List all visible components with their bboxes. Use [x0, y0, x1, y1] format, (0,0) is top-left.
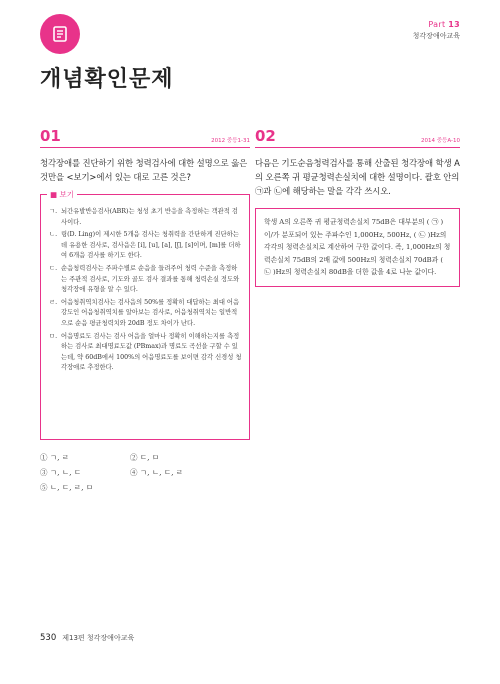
bogi-item-mark: ㄴ. [49, 231, 58, 239]
bogi-item [49, 264, 243, 296]
question-source: 2014 중등A-10 [421, 138, 460, 144]
question-01-header [40, 127, 250, 148]
page-number: 530 [40, 633, 57, 643]
question-02-header [255, 127, 460, 148]
bogi-item-mark: ㄹ. [49, 298, 58, 306]
question-text: 다음은 기도순음청력검사를 통해 산출된 청각장애 학생 A의 오른쪽 귀 평균청력손실치에 대한 설명이다. 괄호 안의 ㉠과 ㉡에 해당하는 말을 각각 쓰시오. [255, 158, 460, 196]
part-number: 13 [448, 20, 460, 29]
choice-4[interactable]: ④ ㄱ, ㄴ, ㄷ, ㄹ [130, 468, 184, 477]
choice-2[interactable]: ② ㄷ, ㅁ [130, 453, 160, 462]
chapter-title: 제13편 청각장애아교육 [62, 634, 135, 642]
choice-3[interactable]: ③ ㄱ, ㄴ, ㄷ [40, 468, 82, 477]
question-number: 01 [40, 127, 61, 145]
question-01 [40, 127, 250, 495]
choice-row [40, 465, 250, 480]
page-title: 개념확인문제 [40, 67, 174, 92]
part-header [413, 20, 460, 41]
bogi-label: ■ 보기 [47, 189, 77, 200]
bogi-item [49, 332, 243, 374]
bogi-box [40, 190, 250, 440]
section-badge [40, 14, 80, 54]
part-word: Part [428, 20, 446, 29]
bogi-item [49, 298, 243, 330]
bogi-item-text: 어음청취역치검사는 검사음의 50%를 정확히 대답하는 최대 어음 강도인 어음청취역치를 알아보는 검사로, 어음청취역치는 일반적으로 순음 평균청력치와 20dB 정도 차이가 난다. [61, 298, 240, 327]
bogi-item [49, 230, 243, 262]
bogi-item-text: 순음청력검사는 주파수별로 순음을 들려주어 청력 수준을 측정하는 주관적 검사로, 기도와 골도 검사 결과를 통해 청력손실 정도와 청각장애 유형을 알 수 있다. [61, 264, 240, 294]
bogi-item-mark: ㄷ. [49, 264, 58, 272]
choice-5[interactable]: ⑤ ㄴ, ㄷ, ㄹ, ㅁ [40, 483, 94, 492]
question-number: 02 [255, 127, 276, 145]
part-section: 청각장애아교육 [412, 32, 460, 40]
question-02 [255, 127, 460, 287]
bogi-item-mark: ㅁ. [49, 332, 58, 340]
choice-1[interactable]: ① ㄱ, ㄹ [40, 453, 70, 462]
passage-box: 학생 A의 오른쪽 귀 평균청력손실치 75dB은 대부분의 ( ㉠ )이/가 분포되어 있는 주파수인 1,000Hz, 500Hz, ( ㉡ )Hz의 각각의 청력손실치로 계산하여 구한 값이다. 즉, 1,000Hz의 청력손실치 75dB의 2배 값에 500Hz의 청력손실치 70dB과 ( ㉡ )Hz의 청력손실치 80dB을 더한 값을 4로 나눈 값이다. [255, 208, 460, 287]
bogi-item-text: 링(D. Ling)이 제시한 5개음 검사는 청취력을 간단하게 진단하는 데 유용한 검사로, 검사음은 [i], [u], [a], [ʃ], [s]이며, [m]를 더하여 6개음 검사를 하기도 한다. [61, 231, 241, 260]
question-source: 2012 중등1-31 [211, 138, 250, 144]
part-label [413, 20, 460, 29]
page-footer [40, 633, 134, 643]
answer-choices [40, 450, 250, 495]
bogi-item-text: 어음명료도 검사는 검사 어음을 얼마나 정확히 이해하는지를 측정하는 검사로 최대명료도값 (PBmax)과 명료도 곡선을 구할 수 있는데, 약 60dB에서 100%의 어음명료도를 보이면 감각 신경성 청각장애로 추정한다. [61, 332, 242, 372]
bogi-item [49, 207, 243, 228]
document-icon [51, 25, 69, 43]
choice-row [40, 450, 250, 465]
bogi-item-text: 뇌간유발반응검사(ABR)는 청성 초기 반응을 측정하는 객관적 검사이다. [61, 208, 238, 226]
bogi-item-mark: ㄱ. [49, 208, 58, 215]
bogi-label-text: 보기 [59, 190, 74, 199]
choice-row [40, 480, 250, 495]
question-text: 청각장애를 진단하기 위한 청력검사에 대한 설명으로 옳은 것만을 <보기>에서 있는 대로 고른 것은? [40, 158, 248, 182]
